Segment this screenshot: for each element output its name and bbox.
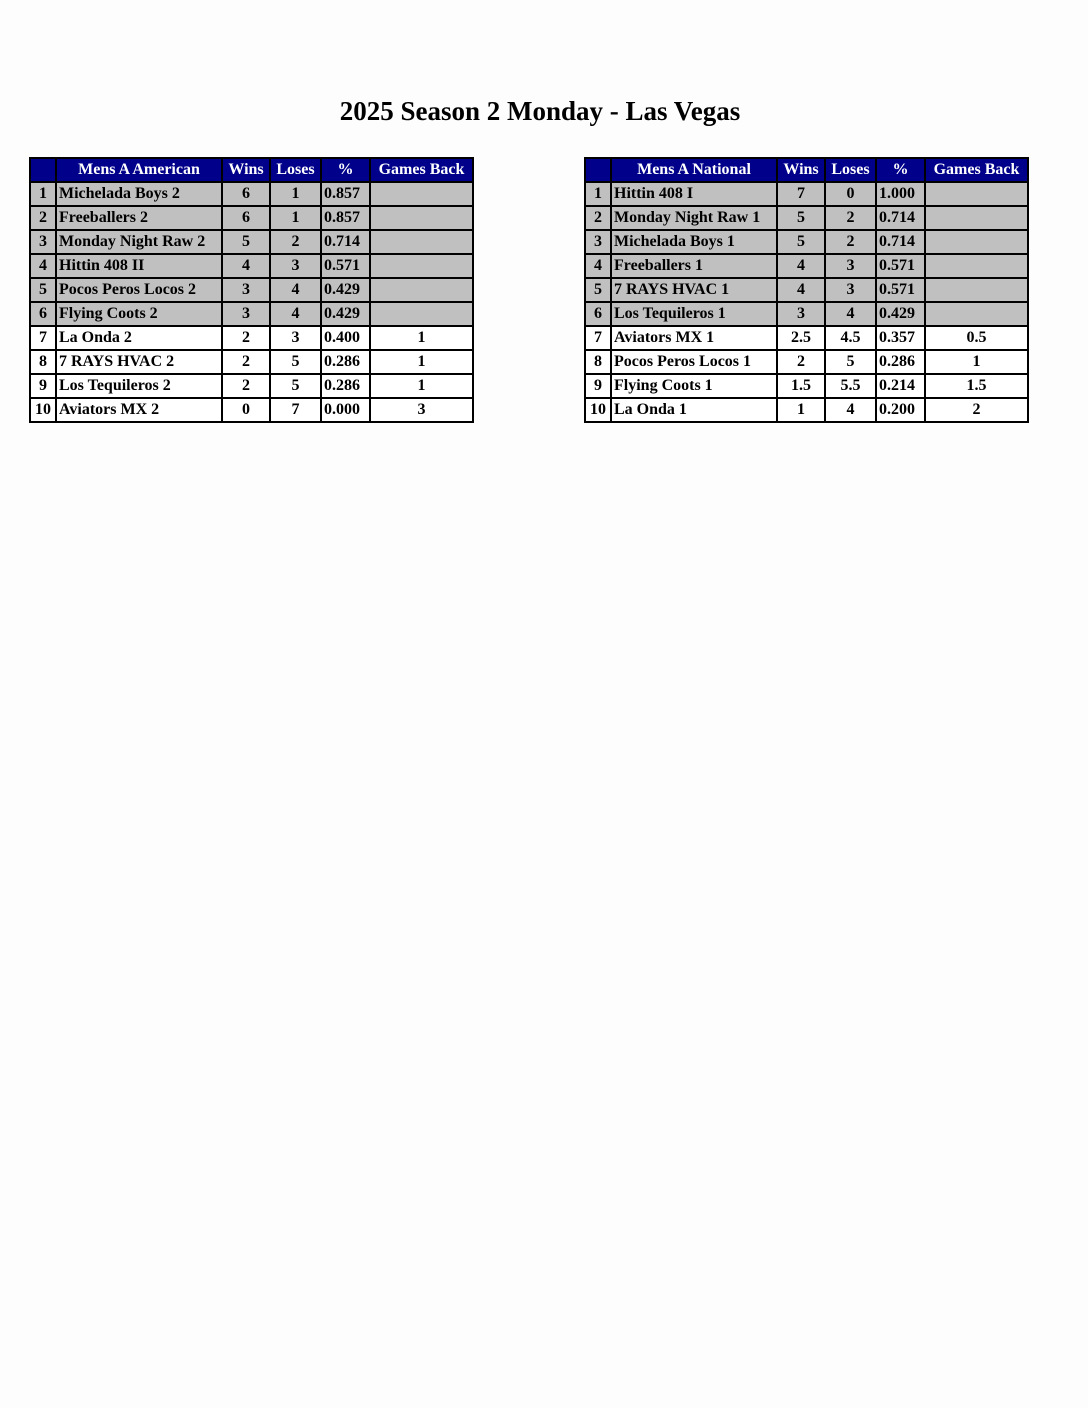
rank-cell: 7: [585, 326, 611, 350]
pct-cell: 0.357: [876, 326, 925, 350]
team-name-cell: La Onda 1: [611, 398, 777, 422]
rank-cell: 5: [30, 278, 56, 302]
loses-cell: 5: [270, 350, 321, 374]
pct-cell: 0.429: [321, 302, 370, 326]
loses-cell: 5: [825, 350, 876, 374]
loses-cell: 4: [825, 302, 876, 326]
rank-cell: 4: [30, 254, 56, 278]
loses-cell: 2: [825, 230, 876, 254]
games-back-header: Games Back: [370, 158, 473, 182]
rank-cell: 4: [585, 254, 611, 278]
rank-cell: 8: [30, 350, 56, 374]
team-name-cell: Michelada Boys 1: [611, 230, 777, 254]
pct-cell: 0.000: [321, 398, 370, 422]
table-row: [585, 326, 1028, 350]
wins-cell: 4: [222, 254, 270, 278]
games-back-cell: 1: [370, 350, 473, 374]
american-rows: [30, 182, 473, 422]
loses-cell: 1: [270, 182, 321, 206]
wins-cell: 2: [222, 350, 270, 374]
wins-cell: 2: [222, 374, 270, 398]
games-back-cell: 0.5: [925, 326, 1028, 350]
table-row: [30, 230, 473, 254]
team-name-cell: Los Tequileros 1: [611, 302, 777, 326]
national-standings-table: [584, 157, 1029, 423]
pct-cell: 0.571: [876, 254, 925, 278]
pct-cell: 1.000: [876, 182, 925, 206]
pct-cell: 0.429: [321, 278, 370, 302]
wins-header: Wins: [777, 158, 825, 182]
loses-cell: 2: [825, 206, 876, 230]
games-back-cell: 1: [370, 326, 473, 350]
table-row: [30, 374, 473, 398]
team-name-cell: Pocos Peros Locos 1: [611, 350, 777, 374]
wins-cell: 2: [222, 326, 270, 350]
games-back-cell: [925, 278, 1028, 302]
loses-cell: 4: [270, 278, 321, 302]
wins-cell: 7: [777, 182, 825, 206]
wins-cell: 5: [222, 230, 270, 254]
games-back-cell: [925, 182, 1028, 206]
pct-cell: 0.571: [876, 278, 925, 302]
team-name-cell: Pocos Peros Locos 2: [56, 278, 222, 302]
loses-cell: 3: [825, 254, 876, 278]
games-back-cell: 3: [370, 398, 473, 422]
games-back-cell: [370, 278, 473, 302]
wins-cell: 5: [777, 230, 825, 254]
wins-cell: 5: [777, 206, 825, 230]
pct-cell: 0.714: [876, 230, 925, 254]
games-back-cell: [370, 206, 473, 230]
pct-cell: 0.286: [876, 350, 925, 374]
rank-cell: 5: [585, 278, 611, 302]
table-header-row: [585, 158, 1028, 182]
loses-header: Loses: [825, 158, 876, 182]
rank-cell: 2: [30, 206, 56, 230]
loses-cell: 0: [825, 182, 876, 206]
games-back-cell: [925, 230, 1028, 254]
wins-cell: 1: [777, 398, 825, 422]
wins-cell: 3: [222, 302, 270, 326]
wins-cell: 6: [222, 182, 270, 206]
games-back-cell: [925, 302, 1028, 326]
table-row: [30, 398, 473, 422]
wins-cell: 3: [222, 278, 270, 302]
games-back-cell: [925, 254, 1028, 278]
rank-cell: 6: [30, 302, 56, 326]
table-row: [585, 350, 1028, 374]
team-name-cell: 7 RAYS HVAC 2: [56, 350, 222, 374]
loses-cell: 2: [270, 230, 321, 254]
pct-cell: 0.286: [321, 350, 370, 374]
loses-cell: 3: [270, 254, 321, 278]
games-back-cell: [370, 302, 473, 326]
loses-header: Loses: [270, 158, 321, 182]
table-header-row: [30, 158, 473, 182]
table-row: [585, 302, 1028, 326]
table-row: [30, 326, 473, 350]
pct-cell: 0.400: [321, 326, 370, 350]
pct-cell: 0.200: [876, 398, 925, 422]
rank-header: [585, 158, 611, 182]
table-row: [30, 350, 473, 374]
pct-cell: 0.857: [321, 182, 370, 206]
pct-header: %: [321, 158, 370, 182]
team-name-cell: Flying Coots 1: [611, 374, 777, 398]
team-name-cell: Freeballers 1: [611, 254, 777, 278]
rank-cell: 2: [585, 206, 611, 230]
wins-cell: 1.5: [777, 374, 825, 398]
rank-cell: 6: [585, 302, 611, 326]
games-back-header: Games Back: [925, 158, 1028, 182]
wins-cell: 3: [777, 302, 825, 326]
loses-cell: 5: [270, 374, 321, 398]
table-row: [30, 206, 473, 230]
rank-cell: 10: [585, 398, 611, 422]
rank-cell: 1: [30, 182, 56, 206]
loses-cell: 4.5: [825, 326, 876, 350]
loses-cell: 4: [270, 302, 321, 326]
table-row: [30, 182, 473, 206]
games-back-cell: [370, 182, 473, 206]
loses-cell: 1: [270, 206, 321, 230]
wins-cell: 4: [777, 278, 825, 302]
wins-cell: 6: [222, 206, 270, 230]
pct-cell: 0.714: [321, 230, 370, 254]
team-name-cell: Hittin 408 II: [56, 254, 222, 278]
team-name-cell: Aviators MX 2: [56, 398, 222, 422]
games-back-cell: 1: [370, 374, 473, 398]
division-header: Mens A National: [611, 158, 777, 182]
loses-cell: 7: [270, 398, 321, 422]
rank-cell: 7: [30, 326, 56, 350]
wins-cell: 2.5: [777, 326, 825, 350]
team-name-cell: Flying Coots 2: [56, 302, 222, 326]
table-row: [585, 206, 1028, 230]
wins-cell: 2: [777, 350, 825, 374]
loses-cell: 4: [825, 398, 876, 422]
pct-cell: 0.714: [876, 206, 925, 230]
wins-cell: 0: [222, 398, 270, 422]
wins-cell: 4: [777, 254, 825, 278]
table-row: [30, 302, 473, 326]
team-name-cell: Monday Night Raw 2: [56, 230, 222, 254]
team-name-cell: 7 RAYS HVAC 1: [611, 278, 777, 302]
american-standings-table: [29, 157, 474, 423]
loses-cell: 3: [270, 326, 321, 350]
division-header: Mens A American: [56, 158, 222, 182]
table-row: [585, 182, 1028, 206]
pct-cell: 0.571: [321, 254, 370, 278]
table-row: [585, 374, 1028, 398]
page-title: 2025 Season 2 Monday - Las Vegas: [339, 96, 741, 126]
rank-cell: 8: [585, 350, 611, 374]
rank-cell: 1: [585, 182, 611, 206]
rank-cell: 3: [585, 230, 611, 254]
rank-header: [30, 158, 56, 182]
table-row: [585, 230, 1028, 254]
rank-cell: 9: [585, 374, 611, 398]
games-back-cell: 1: [925, 350, 1028, 374]
games-back-cell: 1.5: [925, 374, 1028, 398]
team-name-cell: Freeballers 2: [56, 206, 222, 230]
team-name-cell: Hittin 408 I: [611, 182, 777, 206]
rank-cell: 3: [30, 230, 56, 254]
rank-cell: 9: [30, 374, 56, 398]
wins-header: Wins: [222, 158, 270, 182]
games-back-cell: 2: [925, 398, 1028, 422]
table-row: [30, 254, 473, 278]
loses-cell: 5.5: [825, 374, 876, 398]
pct-cell: 0.429: [876, 302, 925, 326]
table-row: [30, 278, 473, 302]
pct-cell: 0.857: [321, 206, 370, 230]
pct-header: %: [876, 158, 925, 182]
team-name-cell: Monday Night Raw 1: [611, 206, 777, 230]
team-name-cell: Los Tequileros 2: [56, 374, 222, 398]
games-back-cell: [925, 206, 1028, 230]
team-name-cell: Aviators MX 1: [611, 326, 777, 350]
team-name-cell: Michelada Boys 2: [56, 182, 222, 206]
team-name-cell: La Onda 2: [56, 326, 222, 350]
table-row: [585, 398, 1028, 422]
games-back-cell: [370, 254, 473, 278]
rank-cell: 10: [30, 398, 56, 422]
pct-cell: 0.214: [876, 374, 925, 398]
table-row: [585, 254, 1028, 278]
loses-cell: 3: [825, 278, 876, 302]
pct-cell: 0.286: [321, 374, 370, 398]
national-rows: [585, 182, 1028, 422]
table-row: [585, 278, 1028, 302]
games-back-cell: [370, 230, 473, 254]
